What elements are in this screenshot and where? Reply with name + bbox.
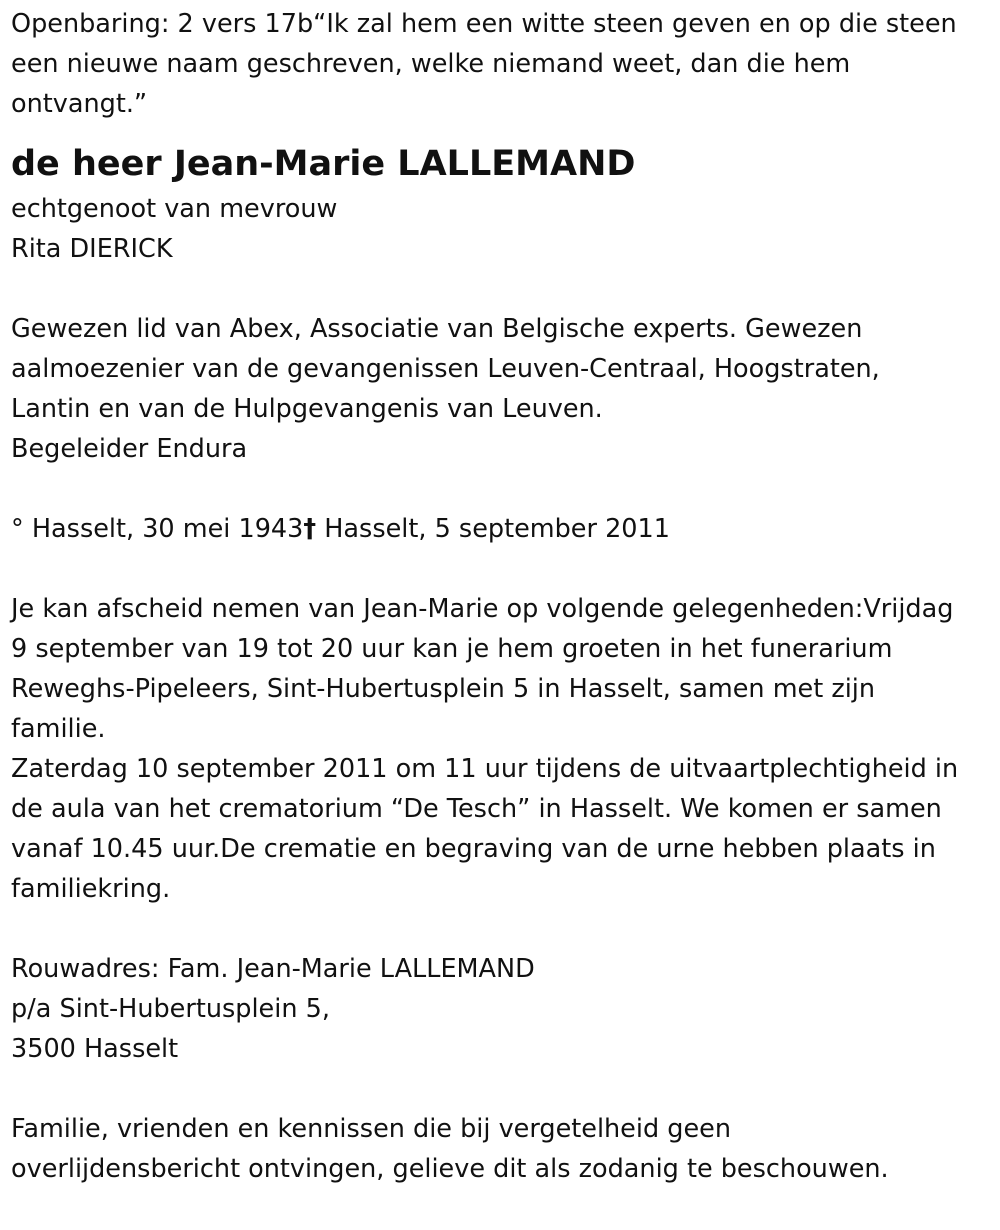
quote-line: ontvangt.” xyxy=(11,89,148,119)
biography xyxy=(11,309,996,469)
spouse-name: Rita DIERICK xyxy=(11,234,173,264)
closing-note xyxy=(11,1109,996,1189)
address-line: 3500 Hasselt xyxy=(11,1034,179,1064)
life-dates xyxy=(11,509,996,549)
spacer xyxy=(11,549,996,589)
farewell-line: familiekring. xyxy=(11,874,171,904)
farewell-line: Reweghs-Pipeleers, Sint-Hubertusplein 5 in Hasselt, samen met zijn xyxy=(11,674,876,704)
spacer xyxy=(11,469,996,509)
closing-line: Familie, vrienden en kennissen die bij vergetelheid geen xyxy=(11,1114,731,1144)
farewell-line: 9 september van 19 tot 20 uur kan je hem groeten in het funerarium xyxy=(11,634,893,664)
bible-quote xyxy=(11,4,996,124)
mourning-address xyxy=(11,949,996,1069)
biography-line: Begeleider Endura xyxy=(11,434,248,464)
address-line: p/a Sint-Hubertusplein 5, xyxy=(11,994,330,1024)
farewell-line: Je kan afscheid nemen van Jean-Marie op volgende gelegenheden:Vrijdag xyxy=(11,594,954,624)
spacer xyxy=(11,269,996,309)
biography-line: Lantin en van de Hulpgevangenis van Leuven. xyxy=(11,394,603,424)
spouse-block xyxy=(11,189,996,269)
spacer xyxy=(11,909,996,949)
biography-line: aalmoezenier van de gevangenissen Leuven-Centraal, Hoogstraten, xyxy=(11,354,880,384)
farewell-line: Zaterdag 10 september 2011 om 11 uur tijdens de uitvaartplechtigheid in xyxy=(11,754,959,784)
cross-icon: † xyxy=(303,514,317,544)
life-dates-line xyxy=(11,509,996,549)
obituary-notice xyxy=(11,4,996,1189)
quote-line: een nieuwe naam geschreven, welke niemand weet, dan die hem xyxy=(11,49,851,79)
address-line: Rouwadres: Fam. Jean-Marie LALLEMAND xyxy=(11,954,535,984)
closing-line: overlijdensbericht ontvingen, gelieve dit als zodanig te beschouwen. xyxy=(11,1154,889,1184)
birth-date: ° Hasselt, 30 mei 1943 xyxy=(11,514,304,544)
farewell-line: vanaf 10.45 uur.De crematie en begraving van de urne hebben plaats in xyxy=(11,834,936,864)
biography-line: Gewezen lid van Abex, Associatie van Belgische experts. Gewezen xyxy=(11,314,863,344)
deceased-name: de heer Jean-Marie LALLEMAND xyxy=(11,144,636,184)
death-date: Hasselt, 5 september 2011 xyxy=(316,514,670,544)
farewell-info xyxy=(11,589,996,909)
farewell-line: de aula van het crematorium “De Tesch” in Hasselt. We komen er samen xyxy=(11,794,942,824)
quote-line: Openbaring: 2 vers 17b“Ik zal hem een witte steen geven en op die steen xyxy=(11,9,957,39)
spacer xyxy=(11,1069,996,1109)
farewell-line: familie. xyxy=(11,714,106,744)
spouse-line: echtgenoot van mevrouw xyxy=(11,194,338,224)
